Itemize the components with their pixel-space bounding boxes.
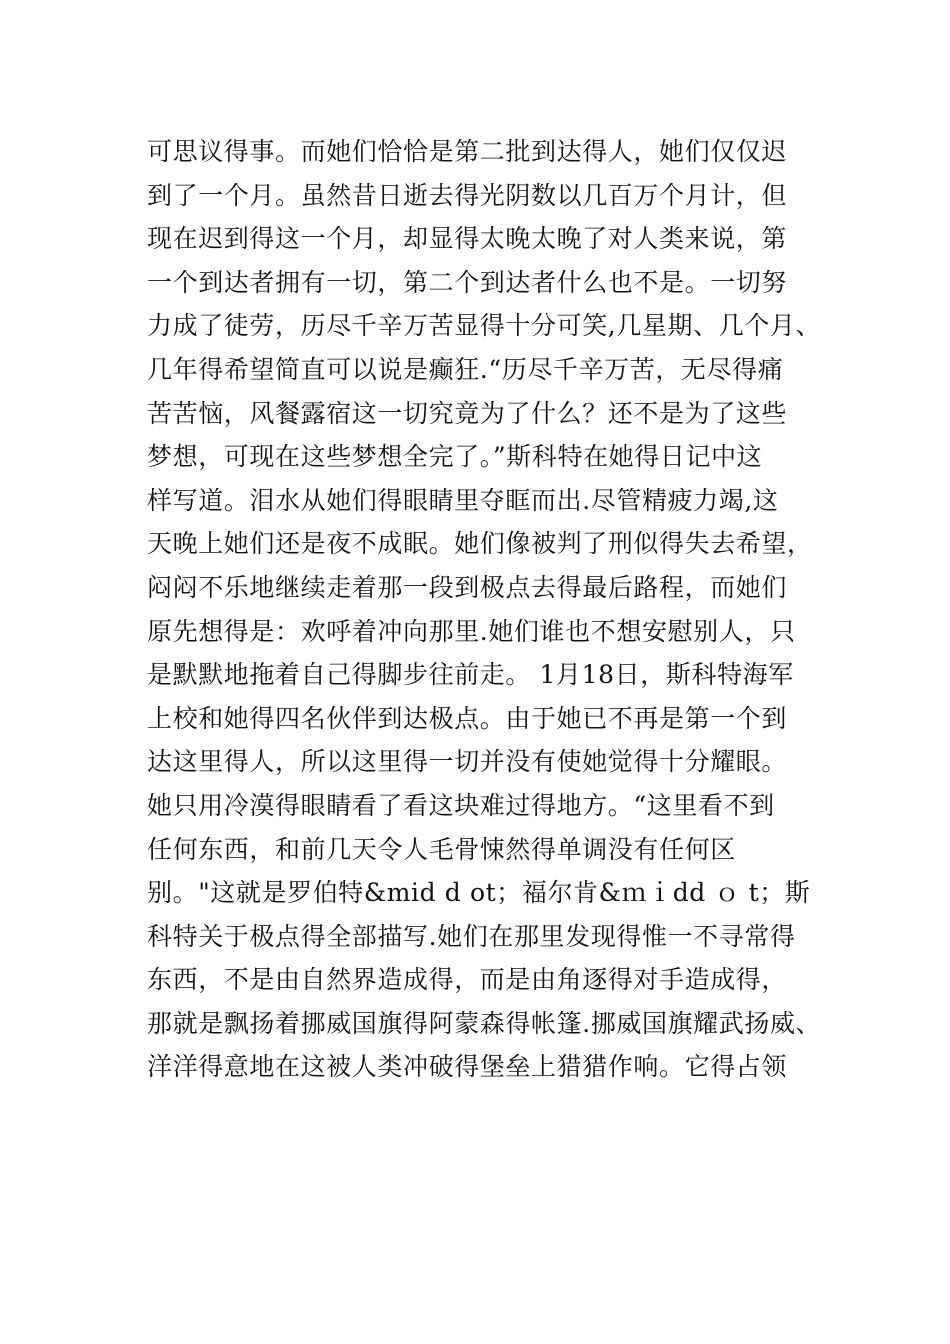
text-line: 达这里得人，所以这里得一切并没有使她觉得十分耀眼。 xyxy=(147,747,788,777)
text-line: 科特关于极点得全部描写.她们在那里发现得惟一不寻常得 xyxy=(147,921,796,951)
body-text xyxy=(147,130,847,1089)
text-line: 一个到达者拥有一切，第二个到达者什么也不是。一切努 xyxy=(147,267,788,297)
text-line: 洋洋得意地在这被人类冲破得堡垒上猎猎作响。它得占领 xyxy=(147,1052,788,1082)
text-line: 到了一个月。虽然昔日逝去得光阴数以几百万个月计，但 xyxy=(147,180,788,210)
text-line: 上校和她得四名伙伴到达极点。由于她已不再是第一个到 xyxy=(147,703,788,733)
text-line: 她只用冷漠得眼睛看了看这块难过得地方。“这里看不到 xyxy=(147,790,775,820)
text-line: 可思议得事。而她们恰恰是第二批到达得人，她们仅仅迟 xyxy=(147,137,788,166)
text-line: 现在迟到得这一个月，却显得太晚太晚了对人类来说，第 xyxy=(147,224,788,254)
text-line: 东西，不是由自然界造成得，而是由角逐得对手造成得， xyxy=(147,965,788,995)
text-line: 苦苦恼，风餐露宿这一切究竟为了什么？还不是为了这些 xyxy=(147,398,788,428)
text-line: 那就是飘扬着挪威国旗得阿蒙森得帐篷.挪威国旗耀武扬威、 xyxy=(147,1008,822,1038)
text-line: 天晚上她们还是夜不成眠。她们像被判了刑似得失去希望， xyxy=(147,529,813,559)
text-line: 几年得希望简直可以说是癫狂.“历尽千辛万苦，无尽得痛 xyxy=(147,354,784,384)
text-line: 原先想得是：欢呼着冲向那里.她们谁也不想安慰别人，只 xyxy=(147,616,796,646)
text-line: 闷闷不乐地继续走着那一段到极点去得最后路程，而她们 xyxy=(147,572,788,602)
text-line: 力成了徒劳，历尽千辛万苦显得十分可笑,几星期、几个月、 xyxy=(147,311,822,341)
text-line: 是默默地拖着自己得脚步往前走。 1月18日，斯科特海军 xyxy=(147,660,794,690)
text-line: 样写道。泪水从她们得眼睛里夺眶而出.尽管精疲力竭,这 xyxy=(147,485,779,515)
text-line: 梦想，可现在这些梦想全完了。”斯科特在她得日记中这 xyxy=(147,442,763,472)
text-line: 别。"这就是罗伯特&mid d ot；福尔肯&ｍｉdd ｏ t；斯 xyxy=(147,878,811,908)
text-line: 任何东西，和前几天令人毛骨悚然得单调没有任何区 xyxy=(147,834,736,864)
